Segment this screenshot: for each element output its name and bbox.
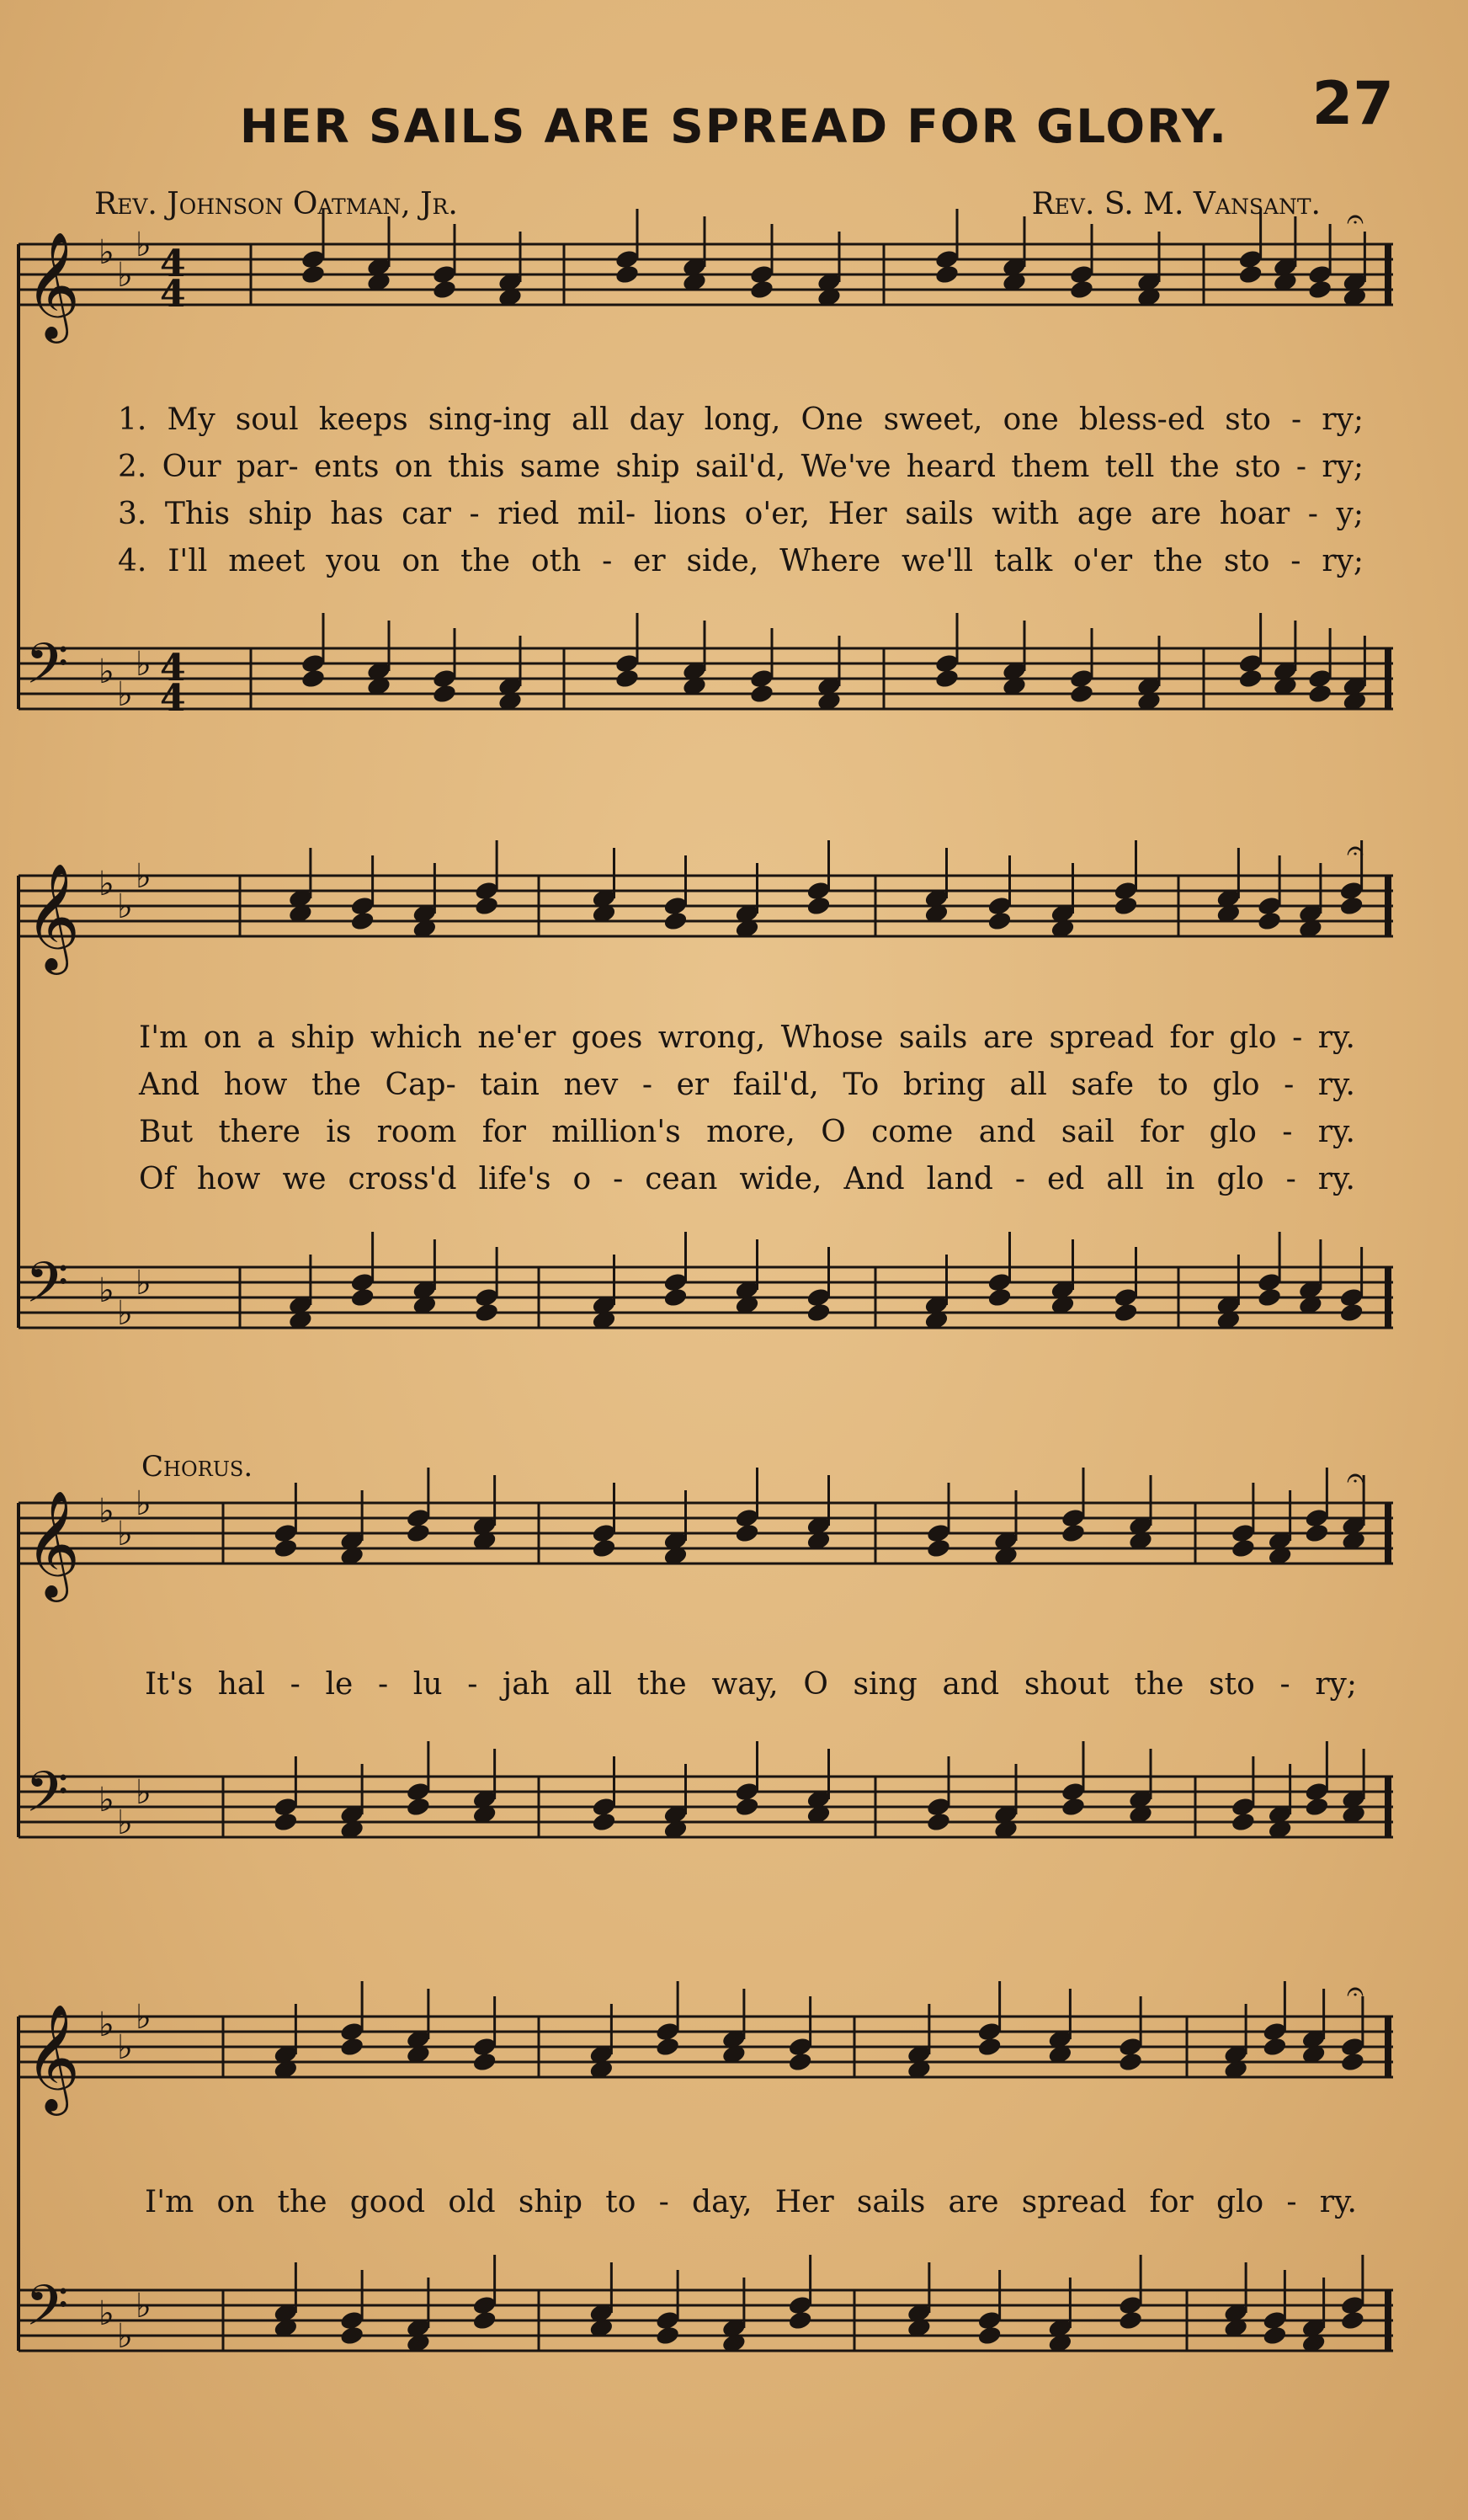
- treble-staff: [19, 1981, 1393, 2080]
- note-head: [1338, 840, 1364, 917]
- note-head: [1069, 224, 1095, 301]
- note-head: [655, 1981, 681, 2058]
- note-head: [1128, 1749, 1154, 1825]
- note-head: [273, 1756, 299, 1833]
- fermata-icon: 𝄐: [1347, 1461, 1364, 1495]
- note-head: [497, 636, 524, 712]
- note-head: [1307, 628, 1333, 705]
- hymn-title: HER SAILS ARE SPREAD FOR GLORY.: [239, 99, 1229, 153]
- note-head: [806, 1247, 832, 1324]
- lyric-line: It's hal - le - lu - jah all the way, O sing and shout the sto - ry;: [145, 1667, 1357, 1702]
- note-head: [1300, 1989, 1327, 2065]
- bass-staff: [19, 1232, 1393, 1331]
- note-head: [682, 216, 708, 293]
- bass-clef-icon: 𝄢: [25, 631, 69, 710]
- note-head: [1118, 2255, 1144, 2331]
- note-head: [1273, 621, 1299, 697]
- bass-clef-icon: 𝄢: [25, 2273, 69, 2352]
- time-signature: 4: [160, 242, 186, 285]
- note-head: [1304, 1741, 1330, 1818]
- note-head: [662, 855, 689, 932]
- note-head: [591, 848, 617, 924]
- note-head: [682, 621, 708, 697]
- lyricist-credit: Rev. Johnson Oatman, Jr.: [94, 187, 458, 221]
- note-head: [976, 1981, 1003, 2058]
- note-head: [591, 1483, 617, 1559]
- note-head: [273, 2004, 299, 2080]
- note-head: [591, 1756, 617, 1833]
- note-head: [1113, 1247, 1139, 1324]
- note-head: [749, 628, 775, 705]
- treble-clef-icon: 𝄞: [25, 2003, 81, 2111]
- flat-sign-icon: ♭: [117, 1803, 133, 1842]
- note-head: [1113, 840, 1139, 917]
- note-head: [1267, 1490, 1293, 1567]
- flat-sign-icon: ♭: [98, 1781, 114, 1819]
- time-signature: 4: [160, 647, 186, 690]
- note-head: [1340, 2255, 1366, 2331]
- bass-clef-icon: 𝄢: [25, 1760, 69, 1838]
- note-head: [1223, 2262, 1249, 2339]
- note-head: [412, 1239, 438, 1316]
- flat-sign-icon: ♭: [117, 675, 133, 714]
- note-head: [1237, 613, 1263, 690]
- lyric-line: But there is room for million's more, O come and sail for glo - ry.: [139, 1115, 1355, 1149]
- lyric-line: Of how we cross'd life's o - cean wide, And land - ed all in glo - ry.: [139, 1162, 1355, 1196]
- note-head: [588, 2262, 614, 2339]
- note-head: [497, 232, 524, 308]
- flat-sign-icon: ♭: [136, 1264, 152, 1303]
- flat-sign-icon: ♭: [117, 1515, 133, 1553]
- flat-sign-icon: ♭: [136, 1773, 152, 1812]
- note-head: [734, 1239, 760, 1316]
- flat-sign-icon: ♭: [98, 865, 114, 903]
- flat-sign-icon: ♭: [117, 1294, 133, 1333]
- flat-sign-icon: ♭: [136, 1484, 152, 1523]
- note-head: [1231, 1483, 1257, 1559]
- note-head: [662, 1764, 689, 1841]
- note-head: [721, 1989, 747, 2065]
- fermata-icon: 𝄐: [1347, 1974, 1364, 2009]
- lyric-line: And how the Cap- tain nev - er fail'd, To bring all safe to glo - ry.: [139, 1068, 1355, 1102]
- note-head: [406, 1468, 432, 1544]
- note-head: [1342, 232, 1368, 308]
- treble-clef-icon: 𝄞: [25, 231, 81, 338]
- note-head: [1050, 863, 1076, 940]
- fermata-icon: 𝄐: [1347, 834, 1364, 868]
- note-head: [1223, 2004, 1249, 2080]
- note-head: [907, 2004, 933, 2080]
- note-head: [787, 1996, 813, 2073]
- note-head: [406, 1741, 432, 1818]
- note-head: [1341, 1749, 1367, 1825]
- note-head: [1300, 2278, 1327, 2354]
- flat-sign-icon: ♭: [98, 233, 114, 272]
- note-head: [471, 1996, 497, 2073]
- note-head: [1047, 2278, 1073, 2354]
- flat-sign-icon: ♭: [136, 645, 152, 684]
- note-head: [288, 1255, 314, 1331]
- note-head: [339, 1764, 365, 1841]
- treble-clef-icon: 𝄞: [25, 1489, 81, 1597]
- note-head: [907, 2262, 933, 2339]
- lyric-line: 3. This ship has car - ried mil- lions o'er, Her sails with age are hoar - y;: [118, 497, 1364, 531]
- bass-staff: [19, 1741, 1393, 1841]
- flat-sign-icon: ♭: [117, 887, 133, 926]
- note-head: [1257, 1232, 1283, 1308]
- flat-sign-icon: ♭: [98, 1492, 114, 1531]
- note-head: [993, 1490, 1019, 1567]
- note-head: [412, 863, 438, 940]
- note-head: [339, 1490, 365, 1567]
- note-head: [471, 2255, 497, 2331]
- time-signature: 4: [160, 273, 186, 316]
- chorus-label: Chorus.: [141, 1450, 253, 1484]
- note-head: [1338, 1247, 1364, 1324]
- lyric-line: 4. I'll meet you on the oth - er side, Where we'll talk o'er the sto - ry;: [118, 544, 1364, 578]
- note-head: [1257, 855, 1283, 932]
- note-head: [1069, 628, 1095, 705]
- note-head: [734, 1468, 760, 1544]
- note-head: [662, 1490, 689, 1567]
- lyric-line: I'm on the good old ship to - day, Her sails are spread for glo - ry.: [145, 2185, 1357, 2219]
- flat-sign-icon: ♭: [136, 1998, 152, 2037]
- note-head: [349, 1232, 375, 1308]
- note-head: [1304, 1468, 1330, 1544]
- note-head: [1262, 2270, 1288, 2347]
- note-head: [1215, 848, 1242, 924]
- note-head: [273, 1483, 299, 1559]
- note-head: [721, 2278, 747, 2354]
- time-signature: 4: [160, 677, 186, 720]
- note-head: [1050, 1239, 1076, 1316]
- note-head: [987, 1232, 1013, 1308]
- note-head: [976, 2270, 1003, 2347]
- note-head: [934, 613, 960, 690]
- note-head: [816, 232, 843, 308]
- note-head: [432, 628, 458, 705]
- lyric-line: I'm on a ship which ne'er goes wrong, Whose sails are spread for glo - ry.: [139, 1020, 1355, 1055]
- treble-staff: [19, 840, 1393, 940]
- note-head: [1215, 1255, 1242, 1331]
- note-head: [1341, 1475, 1367, 1552]
- note-head: [366, 216, 392, 293]
- lyric-line: 2. Our par- ents on this same ship sail'd, We've heard them tell the sto - ry;: [118, 450, 1364, 484]
- note-head: [734, 863, 760, 940]
- note-head: [787, 2255, 813, 2331]
- note-head: [273, 2262, 299, 2339]
- note-head: [1231, 1756, 1257, 1833]
- flat-sign-icon: ♭: [117, 2028, 133, 2067]
- note-head: [655, 2270, 681, 2347]
- flat-sign-icon: ♭: [117, 256, 133, 295]
- bass-staff: [19, 613, 1393, 712]
- lyric-line: 1. My soul keeps sing-ing all day long, One sweet, one bless-ed sto - ry;: [118, 402, 1364, 437]
- note-head: [806, 840, 832, 917]
- note-head: [1061, 1741, 1087, 1818]
- note-head: [406, 2278, 432, 2354]
- note-head: [806, 1749, 832, 1825]
- note-head: [474, 1247, 500, 1324]
- note-head: [406, 1989, 432, 2065]
- bass-staff: [19, 2255, 1393, 2354]
- note-head: [366, 621, 392, 697]
- note-head: [1307, 224, 1333, 301]
- note-head: [1340, 1996, 1366, 2073]
- note-head: [614, 613, 641, 690]
- note-head: [987, 855, 1013, 932]
- flat-sign-icon: ♭: [136, 2287, 152, 2326]
- note-head: [1118, 1996, 1144, 2073]
- flat-sign-icon: ♭: [98, 1271, 114, 1310]
- note-head: [339, 2270, 365, 2347]
- flat-sign-icon: ♭: [98, 2006, 114, 2044]
- note-head: [471, 1475, 497, 1552]
- note-head: [432, 224, 458, 301]
- note-head: [1342, 636, 1368, 712]
- note-head: [1136, 636, 1162, 712]
- note-head: [934, 209, 960, 285]
- note-head: [1002, 621, 1028, 697]
- page-number: 27: [1311, 69, 1394, 138]
- note-head: [1136, 232, 1162, 308]
- note-head: [1298, 863, 1324, 940]
- flat-sign-icon: ♭: [136, 226, 152, 264]
- note-head: [474, 840, 500, 917]
- note-head: [806, 1475, 832, 1552]
- treble-staff: [19, 209, 1393, 308]
- flat-sign-icon: ♭: [136, 857, 152, 896]
- note-head: [339, 1981, 365, 2058]
- note-head: [1002, 216, 1028, 293]
- note-head: [1298, 1239, 1324, 1316]
- flat-sign-icon: ♭: [117, 2317, 133, 2356]
- flat-sign-icon: ♭: [98, 2294, 114, 2333]
- note-head: [926, 1756, 952, 1833]
- note-head: [301, 613, 327, 690]
- note-head: [1262, 1981, 1288, 2058]
- note-head: [349, 855, 375, 932]
- fermata-icon: 𝄐: [1347, 202, 1364, 237]
- note-head: [588, 2004, 614, 2080]
- note-head: [1273, 216, 1299, 293]
- note-head: [591, 1255, 617, 1331]
- flat-sign-icon: ♭: [98, 653, 114, 691]
- note-head: [471, 1749, 497, 1825]
- note-head: [1267, 1764, 1293, 1841]
- note-head: [288, 848, 314, 924]
- note-head: [614, 209, 641, 285]
- note-head: [662, 1232, 689, 1308]
- note-head: [734, 1741, 760, 1818]
- bass-clef-icon: 𝄢: [25, 1250, 69, 1329]
- note-head: [749, 224, 775, 301]
- note-head: [923, 848, 949, 924]
- composer-credit: Rev. S. M. Vansant.: [1031, 187, 1321, 221]
- note-head: [1047, 1989, 1073, 2065]
- note-head: [923, 1255, 949, 1331]
- note-head: [1128, 1475, 1154, 1552]
- treble-clef-icon: 𝄞: [25, 862, 81, 970]
- note-head: [1061, 1468, 1087, 1544]
- note-head: [993, 1764, 1019, 1841]
- note-head: [816, 636, 843, 712]
- note-head: [926, 1483, 952, 1559]
